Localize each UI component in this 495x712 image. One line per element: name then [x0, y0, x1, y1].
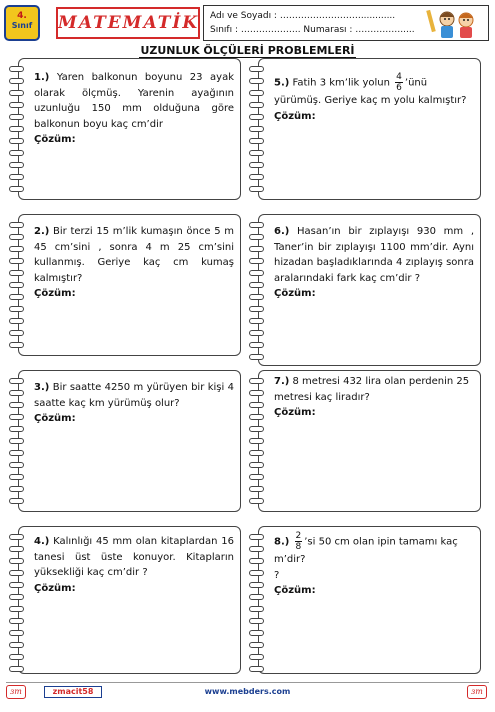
spiral-ring: [249, 462, 264, 468]
spiral-ring: [9, 78, 24, 84]
spiral-ring: [249, 402, 264, 408]
spiral-ring: [249, 90, 264, 96]
spiral-ring: [9, 438, 24, 444]
spiral-ring: [9, 630, 24, 636]
spiral-ring: [9, 306, 24, 312]
spiral-ring: [249, 582, 264, 588]
spiral-ring: [249, 306, 264, 312]
question-number: 4.): [34, 536, 50, 547]
spiral-ring: [9, 534, 24, 540]
question-text: Bir terzi 15 m’lik kumaşın önce 5 m 45 cm’sini , sonra 4 m 25 cm’sini kullanmış. Geriye kaç cm kumaş kalmıştır?: [34, 226, 234, 284]
question-text: Fatih 3 km’lik yolun: [292, 77, 390, 89]
spiral-ring: [9, 402, 24, 408]
spiral-ring: [9, 414, 24, 420]
spiral-ring: [9, 546, 24, 552]
spiral-ring: [249, 282, 264, 288]
spiral-ring: [9, 102, 24, 108]
spiral-ring: [249, 546, 264, 552]
spiral-ring: [249, 318, 264, 324]
spiral-ring: [249, 294, 264, 300]
question-number: 3.): [34, 382, 50, 393]
fraction-numerator: 4: [396, 72, 402, 82]
spiral-ring: [9, 258, 24, 264]
spiral-ring: [9, 330, 24, 336]
spiral-ring: [249, 102, 264, 108]
spiral-ring: [9, 246, 24, 252]
question-4: [34, 534, 234, 596]
spiral-ring: [249, 534, 264, 540]
footer-url[interactable]: [0, 687, 495, 696]
spiral-ring: [9, 474, 24, 480]
spiral-ring: [9, 654, 24, 660]
spiral-ring: [9, 606, 24, 612]
question-6: [274, 224, 474, 302]
spiral-ring: [249, 138, 264, 144]
spiral-ring: [9, 486, 24, 492]
grade-number: 4.: [17, 11, 27, 21]
question-number: 5.): [274, 77, 290, 89]
spiral-ring: [249, 342, 264, 348]
spiral-ring: [249, 114, 264, 120]
solution-label: Çözüm:: [274, 407, 316, 418]
spiral-ring: [9, 150, 24, 156]
spiral-ring: [249, 606, 264, 612]
spiral-ring: [249, 150, 264, 156]
solution-label: Çözüm:: [34, 134, 76, 145]
spiral-ring: [249, 234, 264, 240]
worksheet-subtitle: [0, 44, 495, 57]
spiral-ring: [9, 174, 24, 180]
spiral-ring: [9, 318, 24, 324]
question-number: 1.): [34, 72, 50, 83]
spiral-ring: [249, 258, 264, 264]
spiral-ring: [249, 126, 264, 132]
solution-label: Çözüm:: [34, 582, 76, 594]
spiral-ring: [249, 78, 264, 84]
spiral-ring: [9, 234, 24, 240]
grade-badge: [4, 5, 40, 41]
spiral-ring: [249, 414, 264, 420]
spiral-ring: [9, 450, 24, 456]
spiral-ring: [9, 390, 24, 396]
spiral-ring: [9, 90, 24, 96]
footer-divider: [6, 682, 489, 683]
solution-label: Çözüm:: [34, 413, 76, 424]
spiral-ring: [249, 558, 264, 564]
spiral-ring: [249, 450, 264, 456]
fraction: [295, 531, 303, 552]
page-title: MATEMATİK: [58, 13, 200, 33]
spiral-ring: [9, 558, 24, 564]
spiral-ring: [249, 666, 264, 672]
spiral-ring: [9, 642, 24, 648]
solution-label: Çözüm:: [274, 288, 316, 299]
spiral-ring: [249, 330, 264, 336]
class-line: Sınıfı : ……………….. Numarası : …………….....: [210, 25, 415, 35]
spiral-ring: [9, 294, 24, 300]
question-extra: ?: [274, 569, 280, 581]
logo-right-icon: [467, 685, 487, 699]
question-text: Hasan’ın bir zıplayışı 930 mm , Taner’in bir zıplayışı 1100 mm’dir. Aynı hizadan başladıklarında 4 zıplayış sonra aralarındaki fark kaç cm’dir ?: [274, 226, 474, 284]
spiral-ring: [249, 498, 264, 504]
kids-illustration-icon: [423, 6, 485, 40]
footer-url-text[interactable]: www.mebders.com: [204, 687, 291, 696]
spiral-ring: [9, 270, 24, 276]
question-text: ’ünü yürümüş. Geriye kaç m yolu kalmıştır?: [274, 77, 467, 106]
title-box: [56, 7, 200, 39]
spiral-ring: [249, 426, 264, 432]
spiral-ring: [9, 282, 24, 288]
question-8: [274, 531, 476, 599]
spiral-ring: [249, 246, 264, 252]
question-3: [34, 380, 234, 427]
spiral-ring: [9, 126, 24, 132]
spiral-ring: [9, 582, 24, 588]
spiral-ring: [9, 378, 24, 384]
spiral-ring: [9, 342, 24, 348]
spiral-ring: [249, 270, 264, 276]
spiral-ring: [9, 666, 24, 672]
question-1: [34, 70, 234, 148]
spiral-ring: [9, 162, 24, 168]
spiral-ring: [249, 222, 264, 228]
fraction-numerator: 2: [295, 531, 302, 541]
question-number: 8.): [274, 536, 290, 548]
solution-label: Çözüm:: [34, 288, 76, 299]
spiral-ring: [9, 426, 24, 432]
spiral-ring: [249, 642, 264, 648]
spiral-ring: [249, 570, 264, 576]
spiral-ring: [249, 618, 264, 624]
fraction: [395, 72, 403, 93]
question-2: [34, 224, 234, 302]
question-text: Bir saatte 4250 m yürüyen bir kişi 4 saatte kaç km yürümüş olur?: [34, 382, 234, 409]
spiral-ring: [9, 66, 24, 72]
question-7: [274, 374, 474, 421]
spiral-ring: [9, 186, 24, 192]
question-number: 6.): [274, 226, 290, 237]
question-number: 7.): [274, 376, 290, 387]
spiral-ring: [9, 594, 24, 600]
spiral-ring: [9, 618, 24, 624]
spiral-ring: [9, 222, 24, 228]
spiral-ring: [249, 594, 264, 600]
name-line: Adı ve Soyadı : ………………………............: [210, 11, 396, 21]
subtitle-text: UZUNLUK ÖLÇÜLERİ PROBLEMLERİ: [140, 44, 355, 57]
spiral-ring: [249, 390, 264, 396]
question-number: 2.): [34, 226, 50, 237]
spiral-ring: [249, 174, 264, 180]
logo-right-text: ɜm: [471, 687, 483, 696]
fraction-denominator: 8: [295, 542, 302, 552]
question-text: Yaren balkonun boyunu 23 ayak olarak ölçmüş. Yarenin ayağının uzunluğu 150 mm olduğuna göre balkonun boyu kaç cm’dir: [34, 72, 234, 130]
solution-label: Çözüm:: [274, 585, 316, 596]
spiral-ring: [9, 138, 24, 144]
spiral-ring: [9, 462, 24, 468]
solution-label: Çözüm:: [274, 110, 316, 122]
fraction-denominator: 6: [396, 83, 402, 93]
spiral-ring: [249, 354, 264, 360]
question-text: 8 metresi 432 lira olan perdenin 25 metresi kaç liradır?: [274, 376, 470, 403]
spiral-ring: [9, 570, 24, 576]
spiral-ring: [9, 498, 24, 504]
grade-label: Sınıf: [11, 21, 33, 30]
spiral-ring: [249, 654, 264, 660]
footer-badge-text: zmacit58: [52, 687, 94, 696]
spiral-ring: [249, 186, 264, 192]
question-5: [274, 72, 476, 124]
spiral-ring: [249, 66, 264, 72]
spiral-ring: [249, 486, 264, 492]
spiral-ring: [249, 474, 264, 480]
spiral-ring: [9, 114, 24, 120]
spiral-ring: [249, 438, 264, 444]
question-text: Kalınlığı 45 mm olan kitaplardan 16 tanesi üst üste konuyor. Kitapların yüksekliği kaç cm’dir ?: [34, 536, 234, 578]
spiral-ring: [249, 630, 264, 636]
spiral-ring: [249, 378, 264, 384]
logo-left-text: ɜm: [10, 687, 22, 696]
spiral-ring: [249, 162, 264, 168]
question-text: ’si 50 cm olan ipin tamamı kaç m’dir?: [274, 536, 458, 565]
